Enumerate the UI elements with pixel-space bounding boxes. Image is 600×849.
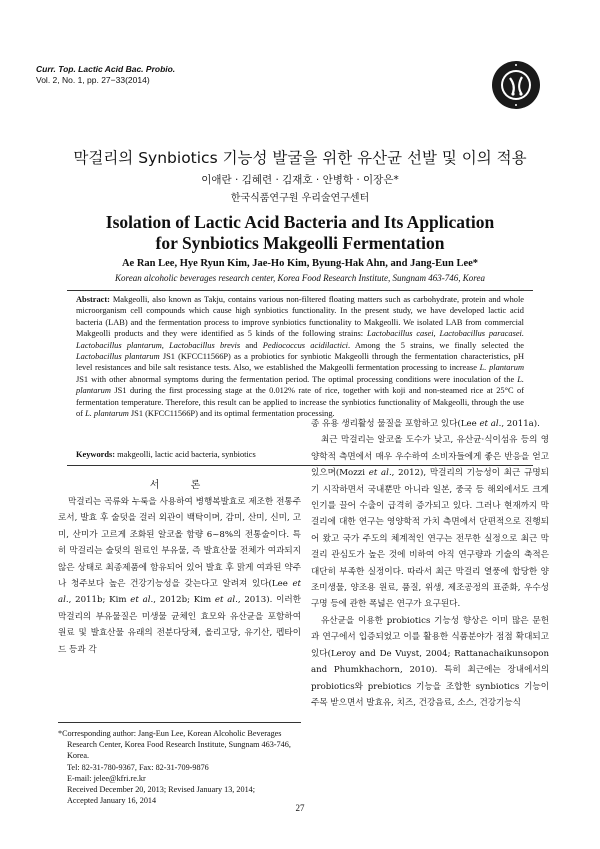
keywords-label: Keywords:: [76, 450, 116, 459]
society-logo-icon: [491, 60, 541, 110]
paper-title-korean: 막걸리의 Synbiotics 기능성 발굴을 위한 유산균 선발 및 이의 적용: [73, 149, 527, 167]
footnote-divider: [58, 722, 301, 723]
body-text: 종 유용 생리활성 물질을 포함하고 있다(Lee: [311, 419, 480, 429]
species-name: Lactobacillus plantarum: [76, 352, 160, 362]
body-paragraph: [311, 416, 549, 432]
abstract-text: . Among the 5 strains, we finally selected the: [348, 340, 525, 350]
corresponding-author-footnote: [58, 728, 301, 806]
affiliation-korean: 한국식품연구원 우리술연구센터: [230, 193, 370, 204]
abstract-text: and: [240, 340, 263, 350]
et-al: et al: [214, 595, 236, 606]
et-al: et al: [479, 419, 499, 429]
abstract-label: Abstract:: [76, 295, 110, 304]
affiliation-english: Korean alcoholic beverages research center, Korea Food Research Institute, Sungnam 463-746, Korea: [115, 273, 485, 283]
species-name: Lactobacillus casei, Lactobacillus paracasei. Lactobacillus plantarum, Lactobacillus brevis: [76, 329, 524, 350]
page-number: 27: [295, 803, 305, 813]
et-al: et al: [368, 468, 389, 479]
body-text: ., 2012), 막걸리의 기능성이 최근 규명되기 시작하면서 국내뿐만 아니라 일본, 중국 등 해외에서도 크게 인기를 끌어 수출이 급격히 증가되고 있다. 그러나 현재까지 막걸리에 대한 연구는 영양학적 가치 측면에서 단편적으로 진행되어 왔고 국가 주도의 체계적인 연구는 전무한 실정으로 최근 막걸리 관심도가 높은 것에 비하여 아직 연구량과 기술의 축적은 대단히 부족한 실정이다. 따라서 최근 막걸리 열풍에 합당한 양조미생물, 양조용 원료, 품질, 위생, 제조공정의 표준화, 우수성 구명 등에 관한 폭넓은 연구가 요구된다.: [311, 468, 549, 610]
body-paragraph: [311, 432, 549, 612]
section-heading-introduction: 서 론: [149, 480, 215, 491]
species-name: L. plantarum: [85, 409, 129, 419]
abstract-text: Makgeolli, also known as Takju, contains various non-filtered floating matters such as carbohydrate, protein and whole microorganism cell compounds which cause high synbiotics functionality. In the present study, we have developed lactic acid bacteria (LAB) and the fermentation process to improve synbiotics functionality to Makgeolli. We isolated LAB from commercial Makgeolli products and they were identified as 5 kinds of the following strains:: [76, 295, 524, 339]
et-al: et al: [58, 579, 301, 606]
abstract-text: JS1 with other abnormal symptoms during the fermentation period. The optimal processing conditions were inoculation of the: [76, 374, 518, 384]
species-name: L. plantarum: [479, 363, 524, 373]
body-text: ., 2011a).: [498, 419, 540, 429]
species-name: L. plantarum: [76, 374, 524, 396]
species-name: Pediococcus acidilactici: [262, 340, 348, 350]
title-line-1: Isolation of Lactic Acid Bacteria and Its Application: [105, 212, 495, 232]
body-text: ., 2011b; Kim: [65, 595, 131, 606]
body-column-left: [58, 494, 301, 658]
footnote-received: Received December 20, 2013; Revised January 13, 2014;: [67, 785, 256, 795]
paper-title-english: [0, 212, 600, 254]
abstract-text: JS1 (KFCC11566P) and its optimal fermentation processing.: [128, 409, 335, 419]
journal-header: [36, 64, 175, 86]
abstract-text: JS1 (KFCC11566P) as a probiotics for synbiotic Makgeolli through the fermentation characteristics, pH level resistances and bile salt resistance tests. Also, we established the Makgeolli fermentation processing to increase: [76, 352, 525, 373]
divider-top: [67, 290, 533, 291]
keywords-text: makgeolli, lactic acid bacteria, synbiotics: [115, 450, 256, 459]
body-column-right: [311, 416, 549, 711]
footnote-author: *Corresponding author: Jang-Eun Lee, Korean Alcoholic Beverages Research Center, Korea Food Research Institute, Sungnam 463-746, Korea.: [58, 729, 291, 761]
abstract: [76, 294, 524, 419]
body-paragraph: [311, 613, 549, 711]
journal-volume: Vol. 2, No. 1, pp. 27−33(2014): [36, 75, 150, 85]
authors-english: Ae Ran Lee, Hye Ryun Kim, Jae-Ho Kim, Byung-Hak Ahn, and Jang-Eun Lee*: [121, 258, 479, 269]
et-al: et al: [130, 595, 151, 606]
abstract-text: JS1 during the first processing stage at the 0.012% rate of rice, together with koji and non-steamed rice at 25°C of fermentation temperature. Therefore, this result can be applied to increase the synbiotics functionality of Makgeolli, through the use of: [76, 386, 524, 419]
body-text: ., 2012b; Kim: [150, 595, 215, 606]
footnote-accepted: Accepted January 16, 2014: [67, 796, 157, 806]
footnote-email: E-mail: jelee@kfri.re.kr: [67, 773, 146, 783]
authors-korean: 이애란 · 김혜련 · 김재호 · 안병학 · 이장은*: [201, 174, 399, 186]
title-line-2: for Synbiotics Makgeolli Fermentation: [155, 233, 445, 253]
body-paragraph: [58, 494, 301, 658]
body-text: ., 2013). 이러한 막걸리의 부유물질은 미생물 균체인 효모와 유산균을 포함하여 원료 및 발효산물 유래의 전분다당체, 올리고당, 유기산, 펩타이드 등과 각: [58, 595, 301, 655]
journal-name: Curr. Top. Lactic Acid Bac. Probio.: [36, 64, 176, 74]
body-text: 유산균을 이용한 probiotics 기능성 향상은 이미 많은 문헌과 연구에서 입증되었고 이를 활용한 식품분야가 점점 확대되고 있다(Leroy and De Vuyst, 2004; Rattanachaikunsopon and Phumkhachorn, 2010). 특히 최근에는 장내에서의 probiotics와 prebiotics 기능을 조합한 synbiotics 기능이 주목 받으면서 발효유, 치즈, 건강음료, 소스, 건강기능식: [311, 615, 549, 708]
footnote-phone: Tel: 82-31-780-9367, Fax: 82-31-709-9876: [67, 762, 209, 772]
body-text: 최근 막걸리는 알코올 도수가 낮고, 유산균·식이섬유 등의 영양학적 측면에서 매우 우수하여 소비자들에게 좋은 반응을 얻고 있으며(Mozzi: [311, 435, 549, 479]
body-text: 막걸리는 곡류와 누룩을 사용하여 병행복발효로 제조한 전통주로서, 발효 후 술덧을 걸러 외관이 백탁이며, 감미, 산미, 신미, 고미, 산미가 고르게 조화된 알코올 함량 6~8%의 전통술이다. 특히 막걸리는 술덧의 원료인 부유물, 즉 발효산물 전체가 여과되지 않은 상태로 최종제품에 함유되어 있어 발효 후 맑게 여과된 약주나 청주보다 높은 건강기능성을 갖는다고 알려져 있다(Lee: [58, 497, 301, 590]
